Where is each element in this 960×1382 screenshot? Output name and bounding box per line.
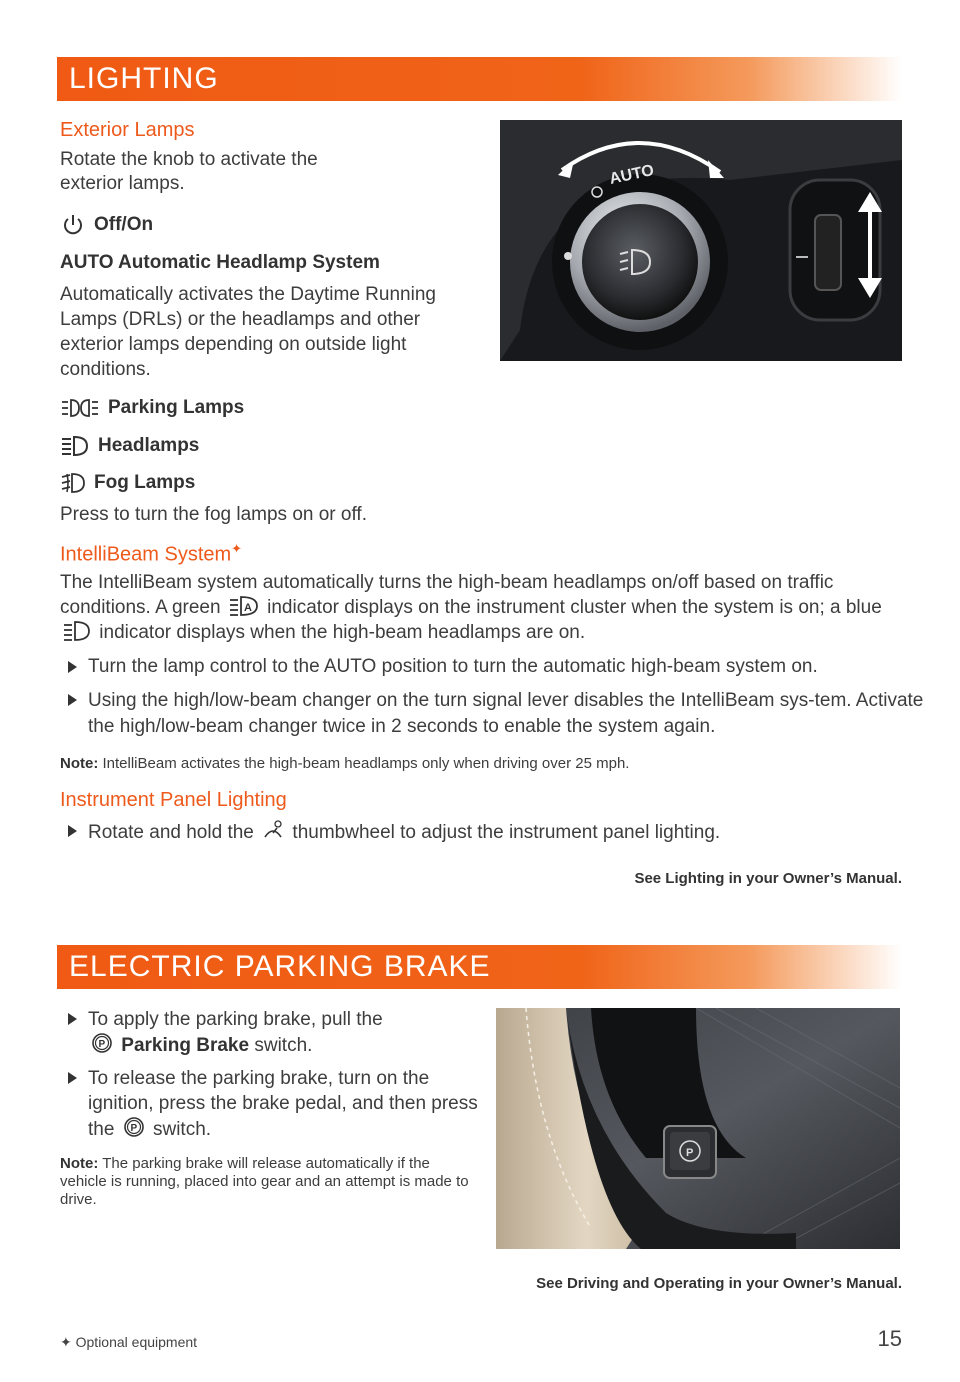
intellibeam-heading: IntelliBeam System✦ (60, 541, 243, 566)
high-beam-icon (63, 621, 91, 641)
svg-text:P: P (686, 1147, 694, 1159)
intellibeam-desc: The IntelliBeam system automatically turns the high-beam headlamps on/off based on traffic conditions. A green A indicator displays on the instrument cluster when the system is on; a blue indicator displays when the high-beam headlamps are on. (60, 572, 882, 643)
lighting-see-manual: See Lighting in your Owner’s Manual. (634, 870, 902, 887)
auto-desc: Automatically activates the Daytime Running Lamps (DRLs) or the headlamps and other exterior lamps depending on outside light conditions. (60, 284, 436, 380)
instrument-panel-brightness-icon (262, 819, 284, 841)
parking-lamps-icon (60, 396, 100, 420)
fog-row (60, 471, 195, 495)
intellibeam-bullet-2: Using the high/low-beam changer on the turn signal lever disables the IntelliBeam sys-tem. Activate the high/low-beam changer twice in 2 seconds to enable the system again. (60, 688, 933, 740)
fog-label: Fog Lamps (94, 472, 196, 493)
optional-equipment-footnote: ✦ Optional equipment (60, 1334, 198, 1350)
exterior-intro: Rotate the knob to activate the exterior lamps. (60, 149, 318, 194)
offon-row (60, 212, 153, 238)
exterior-lamps-heading: Exterior Lamps (60, 119, 195, 141)
headlamp-knob-photo (500, 120, 902, 361)
parking-brake-icon (123, 1116, 145, 1138)
intellibeam-bullet-1: Turn the lamp control to the AUTO position to turn the automatic high-beam system on. (60, 655, 933, 679)
page-number: 15 (877, 1326, 902, 1351)
headlamp-knob-illustration (500, 120, 902, 361)
brake-bullet-1: To apply the parking brake, pull the P Parking Brake switch. (60, 1007, 498, 1058)
svg-text:P: P (98, 1039, 106, 1050)
lighting-banner: LIGHTING (57, 57, 902, 101)
optional-mark: ✦ (231, 541, 243, 556)
intellibeam-auto-icon (229, 596, 259, 616)
instrument-panel-bullet: Rotate and hold the thumbwheel to adjust the instrument panel lighting. (60, 819, 933, 845)
svg-text:P: P (130, 1123, 137, 1134)
power-icon (60, 212, 86, 238)
instrument-panel-heading: Instrument Panel Lighting (60, 789, 287, 811)
optional-mark: ✦ (60, 1334, 72, 1350)
bullet-arrow-icon (68, 661, 77, 673)
auto-label: AUTO Automatic Headlamp System (60, 252, 380, 273)
brake-see-manual: See Driving and Operating in your Owner’s Manual. (536, 1275, 902, 1292)
headlamps-row (60, 434, 199, 458)
brake-note: Note: The parking brake will release automatically if the vehicle is running, placed into gear and an attempt is made to drive. (60, 1155, 469, 1208)
fog-lamp-icon (60, 471, 86, 495)
bullet-arrow-icon (68, 694, 77, 706)
parking-brake-illustration (496, 1008, 900, 1249)
svg-text:A: A (243, 602, 252, 614)
headlamps-label: Headlamps (98, 435, 200, 456)
headlamp-high-beam-icon (60, 434, 90, 458)
knob-auto-text: AUTO (607, 161, 656, 188)
fog-desc: Press to turn the fog lamps on or off. (60, 504, 367, 525)
parking-row (60, 396, 244, 420)
bullet-arrow-icon (68, 1013, 77, 1025)
brake-bullet-2: To release the parking brake, turn on the ignition, press the brake pedal, and then press the P switch. (60, 1066, 498, 1142)
intellibeam-note: Note: IntelliBeam activates the high-beam headlamps only when driving over 25 mph. (60, 755, 630, 772)
bullet-arrow-icon (68, 825, 77, 837)
parking-brake-photo (496, 1008, 900, 1249)
parking-label: Parking Lamps (108, 397, 245, 418)
parking-brake-icon (91, 1032, 113, 1054)
offon-label: Off/On (94, 214, 154, 235)
bullet-arrow-icon (68, 1072, 77, 1084)
parking-brake-banner: ELECTRIC PARKING BRAKE (57, 945, 902, 989)
